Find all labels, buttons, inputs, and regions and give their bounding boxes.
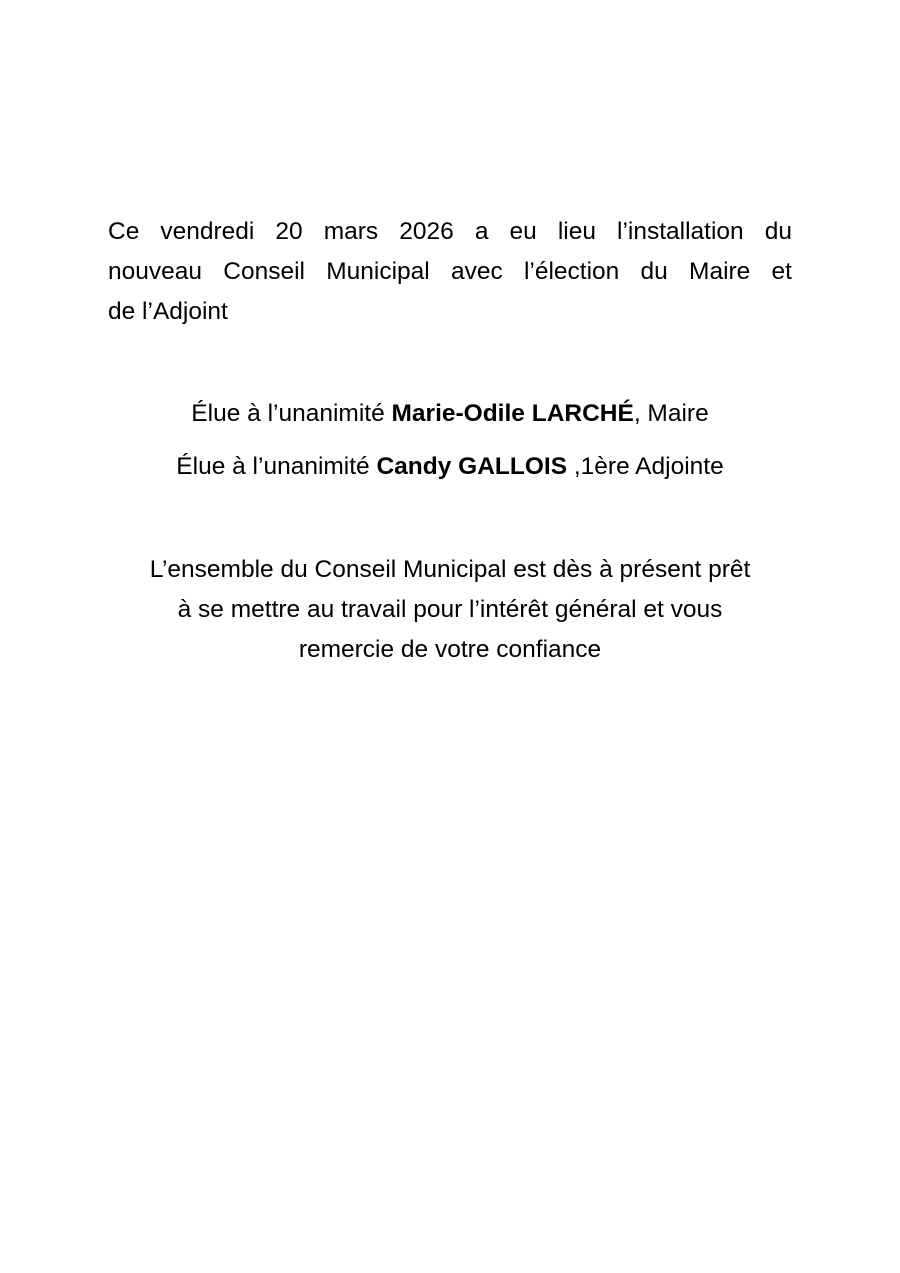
elected-mayor-line [0, 394, 900, 434]
intro-paragraph [108, 212, 792, 332]
intro-line-2: nouveau Conseil Municipal avec l’élection du Maire et [108, 258, 792, 285]
closing-line-1: L’ensemble du Conseil Municipal est dès à présent prêt [149, 556, 751, 583]
elected-deputy-name: Candy GALLOIS [376, 453, 568, 480]
elected-mayor-role: , Maire [633, 400, 709, 427]
closing-line-2: à se mettre au travail pour l’intérêt général et vous [177, 596, 723, 623]
elected-deputy-role: ,1ère Adjointe [567, 453, 724, 480]
closing-line-3: remercie de votre confiance [298, 636, 602, 663]
elected-mayor-prefix: Élue à l’unanimité [191, 400, 392, 427]
intro-line-1: Ce vendredi 20 mars 2026 a eu lieu l’installation du [108, 218, 792, 245]
elected-deputy-line [0, 447, 900, 487]
elected-mayor-name: Marie-Odile LARCHÉ [391, 400, 634, 427]
elected-deputy-prefix: Élue à l’unanimité [176, 453, 377, 480]
intro-line-3: de l’Adjoint [108, 298, 228, 325]
closing-paragraph [0, 550, 900, 670]
